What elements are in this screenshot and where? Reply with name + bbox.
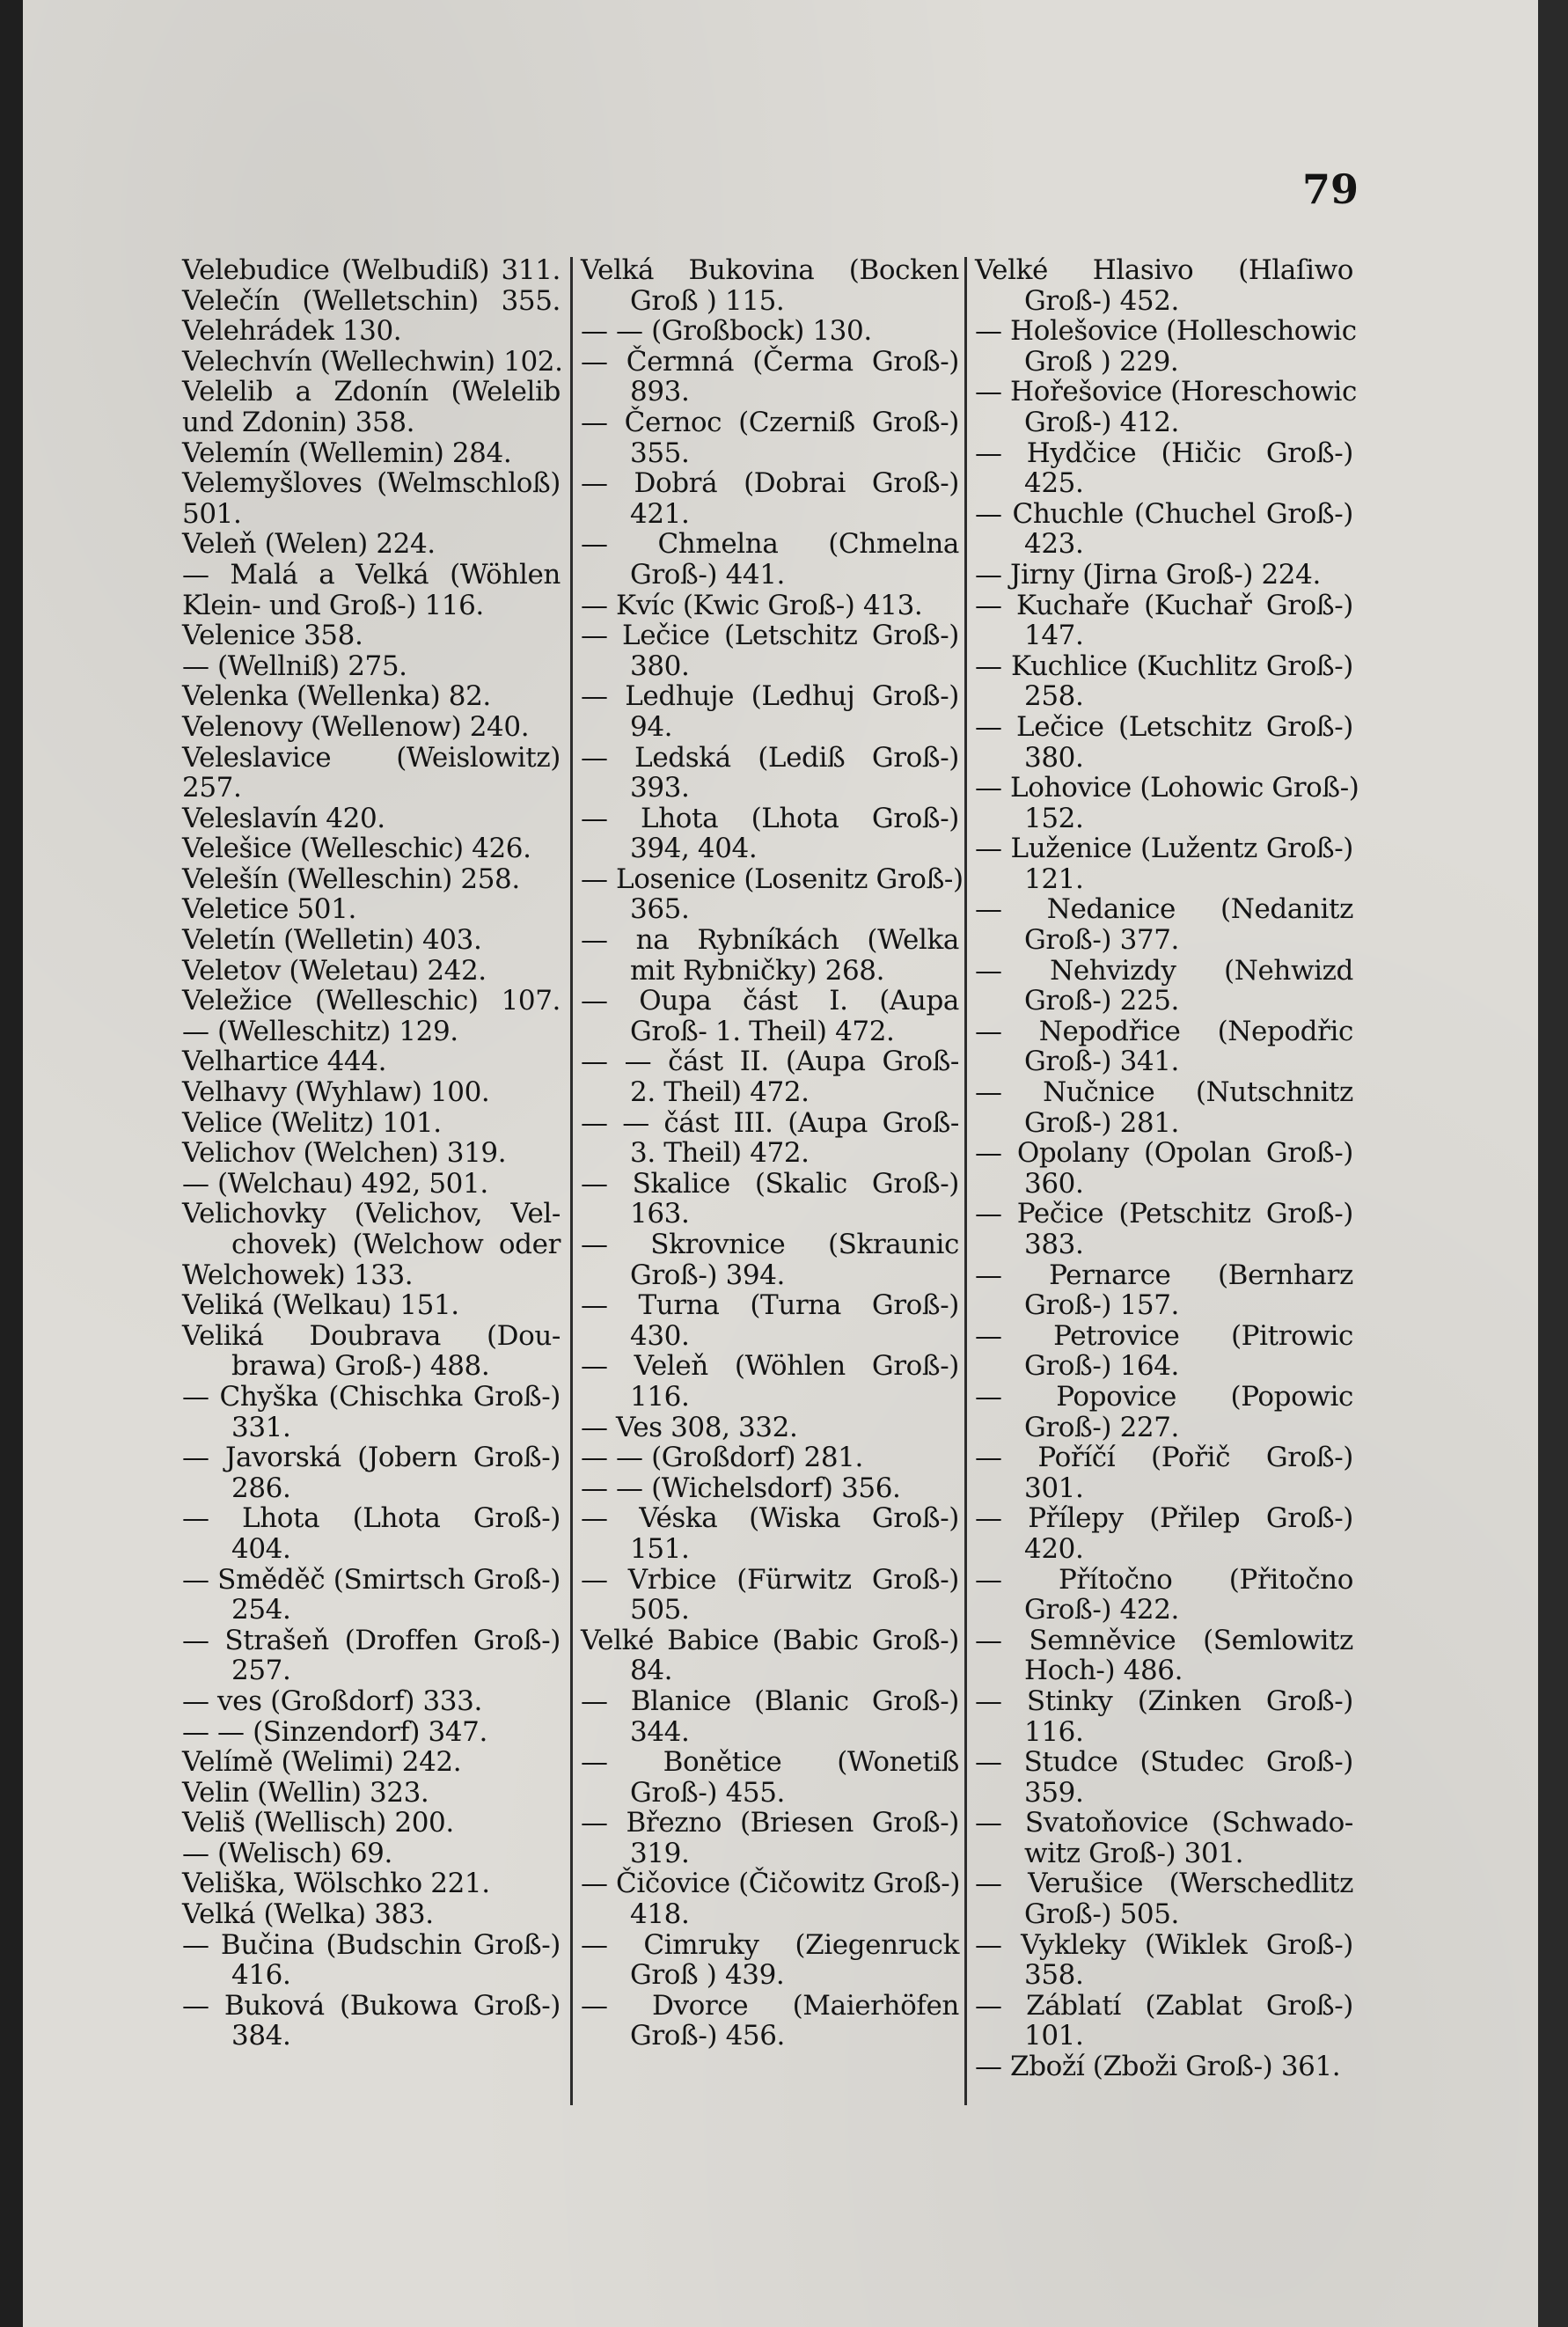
- index-line: — Záblatí (Zablat Groß-): [975, 1989, 1353, 2022]
- index-line: 151.: [630, 1532, 690, 1565]
- index-line: 358.: [1024, 1959, 1084, 1992]
- index-line: — Hořešovice (Horeschowic: [975, 376, 1357, 408]
- index-line: — Směděč (Smirtsch Groß-): [182, 1563, 561, 1596]
- index-line: Velhartice 444.: [182, 1046, 387, 1078]
- index-line: Velebudice (Welbudiß) 311.: [182, 254, 561, 286]
- index-line: — Nedanice (Nedanitz: [975, 893, 1353, 926]
- index-line: — Březno (Briesen Groß-): [581, 1807, 959, 1839]
- index-line: Velemyšloves (Welmschloß): [182, 467, 561, 500]
- index-line: — Černoc (Czerniß Groß-): [581, 406, 959, 438]
- index-line: 301.: [1024, 1472, 1084, 1504]
- index-line: Veletice 501.: [182, 893, 356, 926]
- index-line: Groß-) 281.: [1024, 1106, 1179, 1139]
- index-line: brawa) Groß-) 488.: [231, 1350, 490, 1383]
- index-line: — — (Großbock) 130.: [581, 315, 872, 348]
- index-line: — — (Wichelsdorf) 356.: [581, 1472, 901, 1504]
- index-line: — — (Sinzendorf) 347.: [182, 1715, 487, 1748]
- index-line: Veleslavín 420.: [182, 802, 385, 834]
- index-line: Klein- und Groß-) 116.: [182, 589, 484, 621]
- index-line: 384.: [231, 2020, 291, 2052]
- index-line: — Losenice (Losenitz Groß-): [581, 863, 964, 895]
- index-line: — Nehvizdy (Nehwizd: [975, 954, 1353, 987]
- page-edge-shadow: [1538, 0, 1568, 2327]
- index-line: 355.: [630, 437, 690, 469]
- index-line: 501.: [182, 497, 242, 530]
- index-line: 116.: [630, 1380, 690, 1413]
- index-line: Hoch-) 486.: [1024, 1655, 1183, 1687]
- index-line: — Ledská (Lediß Groß-): [581, 741, 959, 774]
- index-line: Velká Bukovina (Bocken: [581, 254, 959, 286]
- index-line: 258.: [1024, 680, 1084, 713]
- index-line: — Kuchaře (Kuchař Groß-): [975, 589, 1353, 621]
- index-line: 365.: [630, 893, 690, 926]
- index-line: — Stinky (Zinken Groß-): [975, 1685, 1353, 1717]
- index-line: — Pečice (Petschitz Groß-): [975, 1198, 1353, 1230]
- index-line: — Poříčí (Pořič Groß-): [975, 1442, 1353, 1474]
- index-line: Veleň (Welen) 224.: [182, 528, 436, 561]
- index-line: — Luženice (Lužentz Groß-): [975, 833, 1353, 865]
- index-line: — Petrovice (Pitrowic: [975, 1319, 1353, 1352]
- index-line: — Pernarce (Bernharz: [975, 1259, 1353, 1291]
- index-line: Velečín (Welletschin) 355.: [182, 284, 561, 317]
- index-line: 84.: [630, 1655, 673, 1687]
- index-line: — Skrovnice (Skraunic: [581, 1229, 959, 1260]
- index-line: 383.: [1024, 1229, 1084, 1260]
- index-line: — (Welchau) 492, 501.: [182, 1167, 488, 1200]
- index-line: — Malá a Velká (Wöhlen: [182, 558, 561, 591]
- index-line: — Verušice (Werschedlitz: [975, 1868, 1353, 1900]
- index-line: Velenice 358.: [182, 620, 363, 652]
- index-line: 360.: [1024, 1167, 1084, 1200]
- index-line: 380.: [1024, 741, 1084, 774]
- index-line: Veliška, Wölschko 221.: [182, 1868, 490, 1900]
- index-line: — Strašeň (Droffen Groß-): [182, 1624, 561, 1656]
- index-line: 319.: [630, 1837, 690, 1869]
- index-line: Groß-) 412.: [1024, 406, 1179, 438]
- index-line: — Jirny (Jirna Groß-) 224.: [975, 558, 1321, 591]
- index-line: Velká (Welka) 383.: [182, 1898, 434, 1931]
- index-line: — Vykleky (Wiklek Groß-): [975, 1928, 1353, 1961]
- index-line: — Přítočno (Přitočno: [975, 1563, 1353, 1596]
- index-line: — Dobrá (Dobrai Groß-): [581, 467, 959, 500]
- index-line: 393.: [630, 772, 690, 804]
- index-line: Groß-) 341.: [1024, 1046, 1179, 1078]
- index-line: 163.: [630, 1198, 690, 1230]
- index-column-2: [581, 254, 964, 2052]
- index-line: Welchowek) 133.: [182, 1259, 414, 1291]
- index-line: — Ves 308, 332.: [581, 1411, 798, 1443]
- index-line: Velichovky (Velichov, Vel-: [182, 1198, 561, 1230]
- index-line: 430.: [630, 1319, 690, 1352]
- index-line: 505.: [630, 1594, 690, 1626]
- index-line: Velhavy (Wyhlaw) 100.: [182, 1076, 490, 1109]
- index-line: Velké Hlasivo (Hlaſiwo: [975, 254, 1353, 286]
- index-line: 394, 404.: [630, 833, 758, 865]
- index-line: — ves (Großdorf) 333.: [182, 1685, 482, 1717]
- index-line: Groß-) 441.: [630, 558, 785, 591]
- index-line: — — část II. (Aupa Groß-: [581, 1046, 959, 1078]
- index-line: — Opolany (Opolan Groß-): [975, 1137, 1353, 1170]
- index-line: — Studce (Studec Groß-): [975, 1746, 1353, 1779]
- index-line: Groß-) 157.: [1024, 1289, 1179, 1322]
- index-line: Groß-) 377.: [1024, 924, 1179, 957]
- index-line: — Holešovice (Holleschowic: [975, 315, 1357, 348]
- index-line: mit Rybničky) 268.: [630, 954, 885, 987]
- index-line: 94.: [630, 710, 673, 743]
- index-line: Velemín (Wellemin) 284.: [182, 437, 512, 469]
- index-line: Veliká (Welkau) 151.: [182, 1289, 459, 1322]
- index-line: Veleslavice (Weislowitz): [182, 741, 561, 774]
- index-line: Groß-) 422.: [1024, 1594, 1179, 1626]
- index-line: Velešice (Welleschic) 426.: [182, 833, 531, 865]
- index-line: — Bonětice (Wonetiß: [581, 1746, 959, 1779]
- index-line: Velice (Welitz) 101.: [182, 1106, 442, 1139]
- index-line: — Zboží (Zboži Groß-) 361.: [975, 2051, 1341, 2083]
- index-line: — Oupa část I. (Aupa: [581, 985, 959, 1017]
- index-line: 359.: [1024, 1776, 1084, 1809]
- index-line: — Buková (Bukowa Groß-): [182, 1989, 561, 2022]
- index-line: 121.: [1024, 863, 1084, 895]
- index-column-3: [975, 254, 1359, 2083]
- index-line: — Nepodřice (Nepodřic: [975, 1015, 1353, 1047]
- index-line: — Cimruky (Ziegenruck: [581, 1928, 959, 1961]
- index-line: — Blanice (Blanic Groß-): [581, 1685, 959, 1717]
- column-divider: [964, 257, 967, 2105]
- index-line: 380.: [630, 650, 690, 682]
- index-line: und Zdonin) 358.: [182, 406, 415, 438]
- index-line: Veletín (Welletin) 403.: [182, 924, 482, 957]
- index-line: Groß-) 225.: [1024, 985, 1179, 1017]
- index-line: 344.: [630, 1715, 690, 1748]
- index-line: Groß-) 452.: [1024, 284, 1179, 317]
- index-line: 101.: [1024, 2020, 1084, 2052]
- index-line: — Čermná (Čerma Groß-): [581, 345, 959, 378]
- index-line: — Semněvice (Semlowitz: [975, 1624, 1353, 1656]
- index-line: 116.: [1024, 1715, 1084, 1748]
- index-line: — — (Großdorf) 281.: [581, 1442, 863, 1474]
- index-line: — Skalice (Skalic Groß-): [581, 1167, 959, 1200]
- index-line: — Přílepy (Přilep Groß-): [975, 1502, 1353, 1535]
- index-line: — Lohovice (Lohowic Groß-): [975, 772, 1359, 804]
- index-line: 421.: [630, 497, 690, 530]
- index-line: — Lečice (Letschitz Groß-): [581, 620, 959, 652]
- index-line: Groß ) 439.: [630, 1959, 785, 1992]
- index-line: Veliš (Wellisch) 200.: [182, 1807, 454, 1839]
- index-line: Velin (Wellin) 323.: [182, 1776, 429, 1809]
- index-line: 416.: [231, 1959, 291, 1992]
- index-line: — (Welleschitz) 129.: [182, 1015, 458, 1047]
- index-line: 2. Theil) 472.: [630, 1076, 810, 1109]
- index-line: Groß ) 115.: [630, 284, 785, 317]
- index-line: 404.: [231, 1532, 291, 1565]
- index-line: 423.: [1024, 528, 1084, 561]
- index-line: Groß-) 227.: [1024, 1411, 1179, 1443]
- column-divider: [570, 257, 573, 2105]
- index-line: 420.: [1024, 1532, 1084, 1565]
- index-line: 147.: [1024, 620, 1084, 652]
- index-line: 418.: [630, 1898, 690, 1931]
- index-line: Groß-) 456.: [630, 2020, 785, 2052]
- index-line: Velehrádek 130.: [182, 315, 402, 348]
- index-line: Velešín (Welleschin) 258.: [182, 863, 520, 895]
- index-line: — Dvorce (Maierhöfen: [581, 1989, 959, 2022]
- index-line: — Kvíc (Kwic Groß-) 413.: [581, 589, 923, 621]
- index-line: — Chuchle (Chuchel Groß-): [975, 497, 1353, 530]
- index-line: — Veleň (Wöhlen Groß-): [581, 1350, 959, 1383]
- index-line: — na Rybníkách (Welka: [581, 924, 959, 957]
- index-line: Velelib a Zdonín (Welelib: [182, 376, 561, 408]
- index-line: Velichov (Welchen) 319.: [182, 1137, 507, 1170]
- index-line: — Čičovice (Čičowitz Groß-): [581, 1868, 961, 1900]
- page-number: 79: [1302, 165, 1359, 213]
- index-line: — Nučnice (Nutschnitz: [975, 1076, 1353, 1109]
- index-line: 254.: [231, 1594, 291, 1626]
- index-line: Groß- 1. Theil) 472.: [630, 1015, 895, 1047]
- index-line: — Hydčice (Hičic Groß-): [975, 437, 1353, 469]
- index-line: — Turna (Turna Groß-): [581, 1289, 959, 1322]
- index-line: — Chyška (Chischka Groß-): [182, 1380, 561, 1413]
- index-line: — Popovice (Popowic: [975, 1380, 1353, 1413]
- index-line: 893.: [630, 376, 690, 408]
- index-column-1: [182, 255, 561, 2052]
- index-line: Veliká Doubrava (Dou-: [182, 1319, 561, 1352]
- index-line: Velké Babice (Babic Groß-): [581, 1624, 959, 1656]
- index-line: — Bučina (Budschin Groß-): [182, 1928, 561, 1961]
- index-line: — — část III. (Aupa Groß-: [581, 1106, 959, 1139]
- page-spine-shadow: [0, 0, 23, 2327]
- index-line: Velenka (Wellenka) 82.: [182, 680, 491, 713]
- index-line: 257.: [182, 772, 242, 804]
- index-line: Velenovy (Wellenow) 240.: [182, 710, 530, 743]
- index-line: 286.: [231, 1472, 291, 1504]
- index-line: Velímě (Welimi) 242.: [182, 1746, 462, 1779]
- index-line: witz Groß-) 301.: [1024, 1837, 1244, 1869]
- index-line: — Chmelna (Chmelna: [581, 528, 959, 561]
- index-line: — Lhota (Lhota Groß-): [182, 1502, 561, 1535]
- index-line: — Lhota (Lhota Groß-): [581, 802, 959, 834]
- index-line: 257.: [231, 1655, 291, 1687]
- index-line: Velechvín (Wellechwin) 102.: [182, 345, 563, 378]
- index-line: — Lečice (Letschitz Groß-): [975, 710, 1353, 743]
- index-line: — Vrbice (Fürwitz Groß-): [581, 1563, 959, 1596]
- index-line: — Kuchlice (Kuchlitz Groß-): [975, 650, 1353, 682]
- index-line: — Véska (Wiska Groß-): [581, 1502, 959, 1535]
- index-line: — Javorská (Jobern Groß-): [182, 1442, 561, 1474]
- index-line: Groß-) 394.: [630, 1259, 785, 1291]
- index-line: Veležice (Welleschic) 107.: [182, 985, 561, 1017]
- index-line: 3. Theil) 472.: [630, 1137, 810, 1170]
- index-line: Groß-) 505.: [1024, 1898, 1179, 1931]
- index-line: Groß-) 455.: [630, 1776, 785, 1809]
- index-line: Groß ) 229.: [1024, 345, 1179, 378]
- index-line: chovek) (Welchow oder: [231, 1229, 561, 1260]
- index-line: — Svatoňovice (Schwado-: [975, 1807, 1353, 1839]
- index-line: 425.: [1024, 467, 1084, 500]
- index-line: Veletov (Weletau) 242.: [182, 954, 487, 987]
- index-line: — (Welisch) 69.: [182, 1837, 392, 1869]
- index-line: 331.: [231, 1411, 291, 1443]
- index-line: — Ledhuje (Ledhuj Groß-): [581, 680, 959, 713]
- index-line: Groß-) 164.: [1024, 1350, 1179, 1383]
- index-line: — (Wellniß) 275.: [182, 650, 407, 682]
- index-line: 152.: [1024, 802, 1084, 834]
